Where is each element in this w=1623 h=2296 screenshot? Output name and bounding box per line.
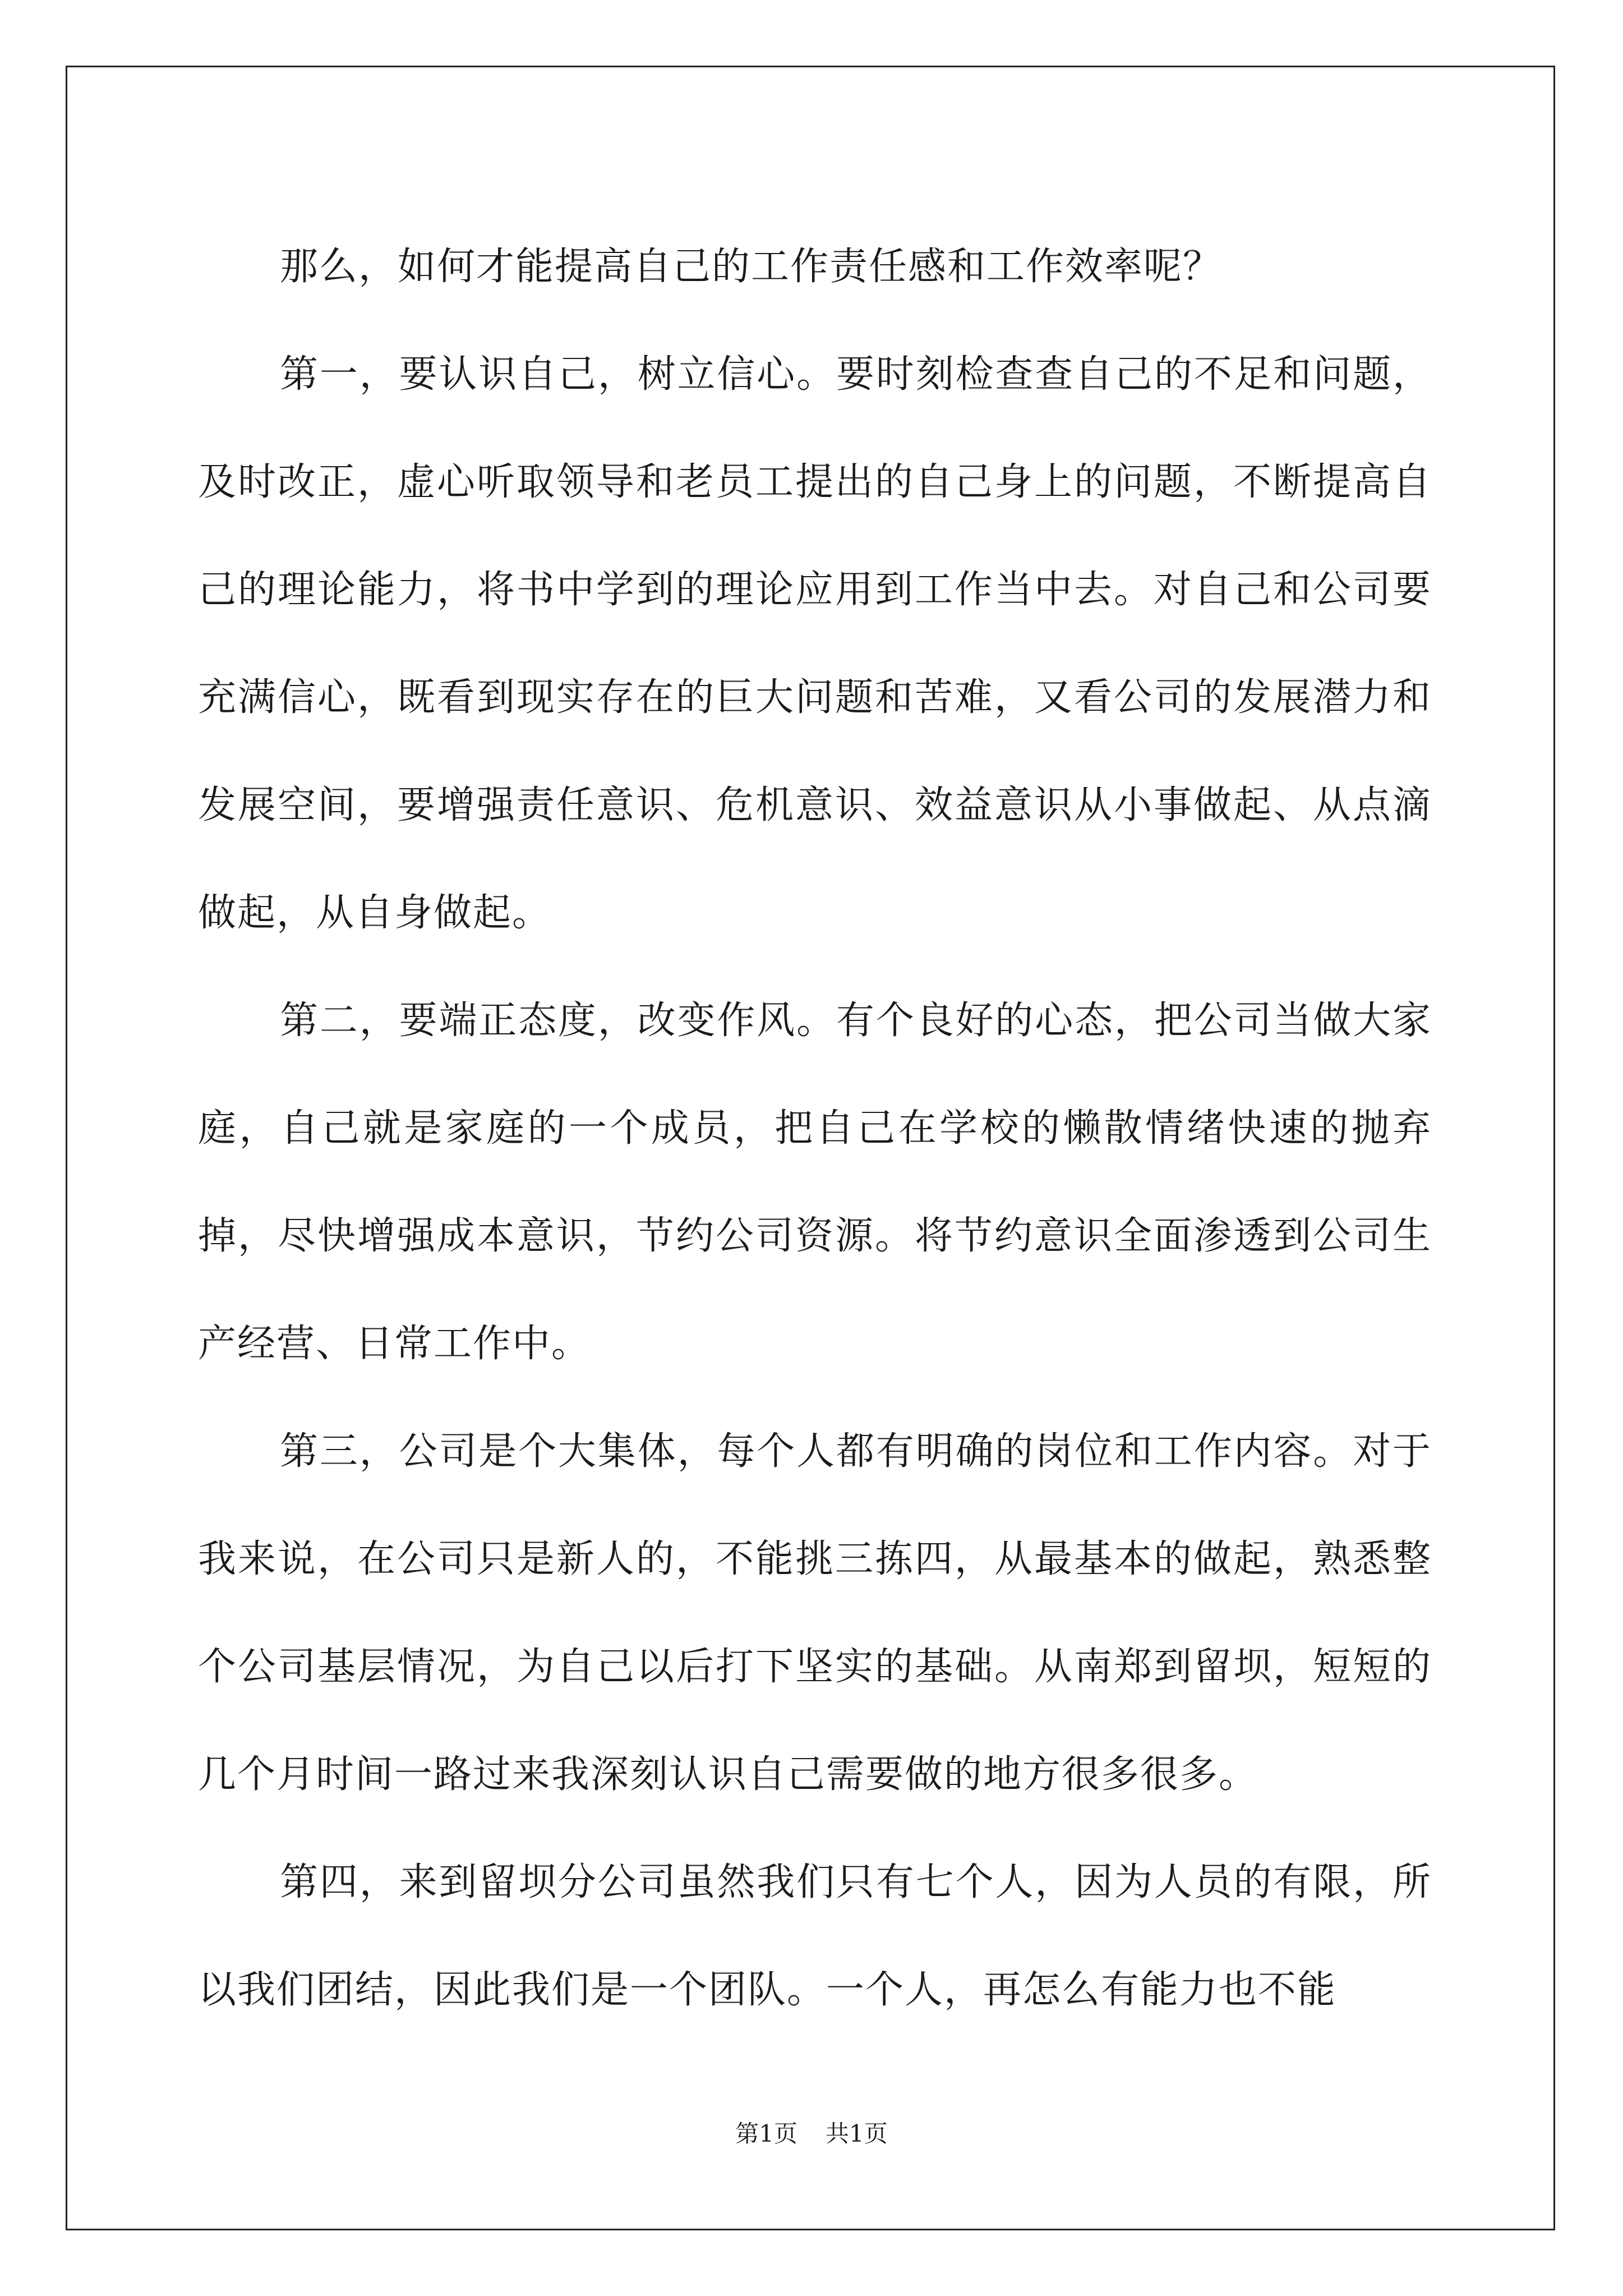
page-total: 共1页 — [826, 2120, 888, 2147]
page-number: 第1页 — [735, 2120, 797, 2147]
paragraph: 第三，公司是个大集体，每个人都有明确的岗位和工作内容。对于我来说，在公司只是新人的，不能挑三拣四，从最基本的做起，熟悉整个公司基层情况，为自己以后打下坚实的基础。从南郑到留坝，短短的几个月时间一路过来我深刻认识自己需要做的地方很多很多。 — [198, 1429, 1432, 1797]
document-body — [198, 213, 1432, 2044]
paragraph: 第一，要认识自己，树立信心。要时刻检查查自己的不足和问题，及时改正，虚心听取领导和老员工提出的自己身上的问题，不断提高自己的理论能力，将书中学到的理论应用到工作当中去。对自己和公司要充满信心，既看到现实存在的巨大问题和苦难，又看公司的发展潜力和发展空间，要增强责任意识、危机意识、效益意识从小事做起、从点滴做起，从自身做起。 — [198, 352, 1432, 935]
page-footer — [0, 2117, 1623, 2151]
paragraph: 第二，要端正态度，改变作风。有个良好的心态，把公司当做大家庭，自己就是家庭的一个成员，把自己在学校的懒散情绪快速的抛弃掉，尽快增强成本意识，节约公司资源。将节约意识全面渗透到公司生产经营、日常工作中。 — [198, 999, 1432, 1366]
paragraph: 第四，来到留坝分公司虽然我们只有七个人，因为人员的有限，所以我们团结，因此我们是一个团队。一个人，再怎么有能力也不能 — [198, 1860, 1432, 2012]
paragraph: 那么，如何才能提高自己的工作责任感和工作效率呢？ — [280, 245, 1223, 289]
